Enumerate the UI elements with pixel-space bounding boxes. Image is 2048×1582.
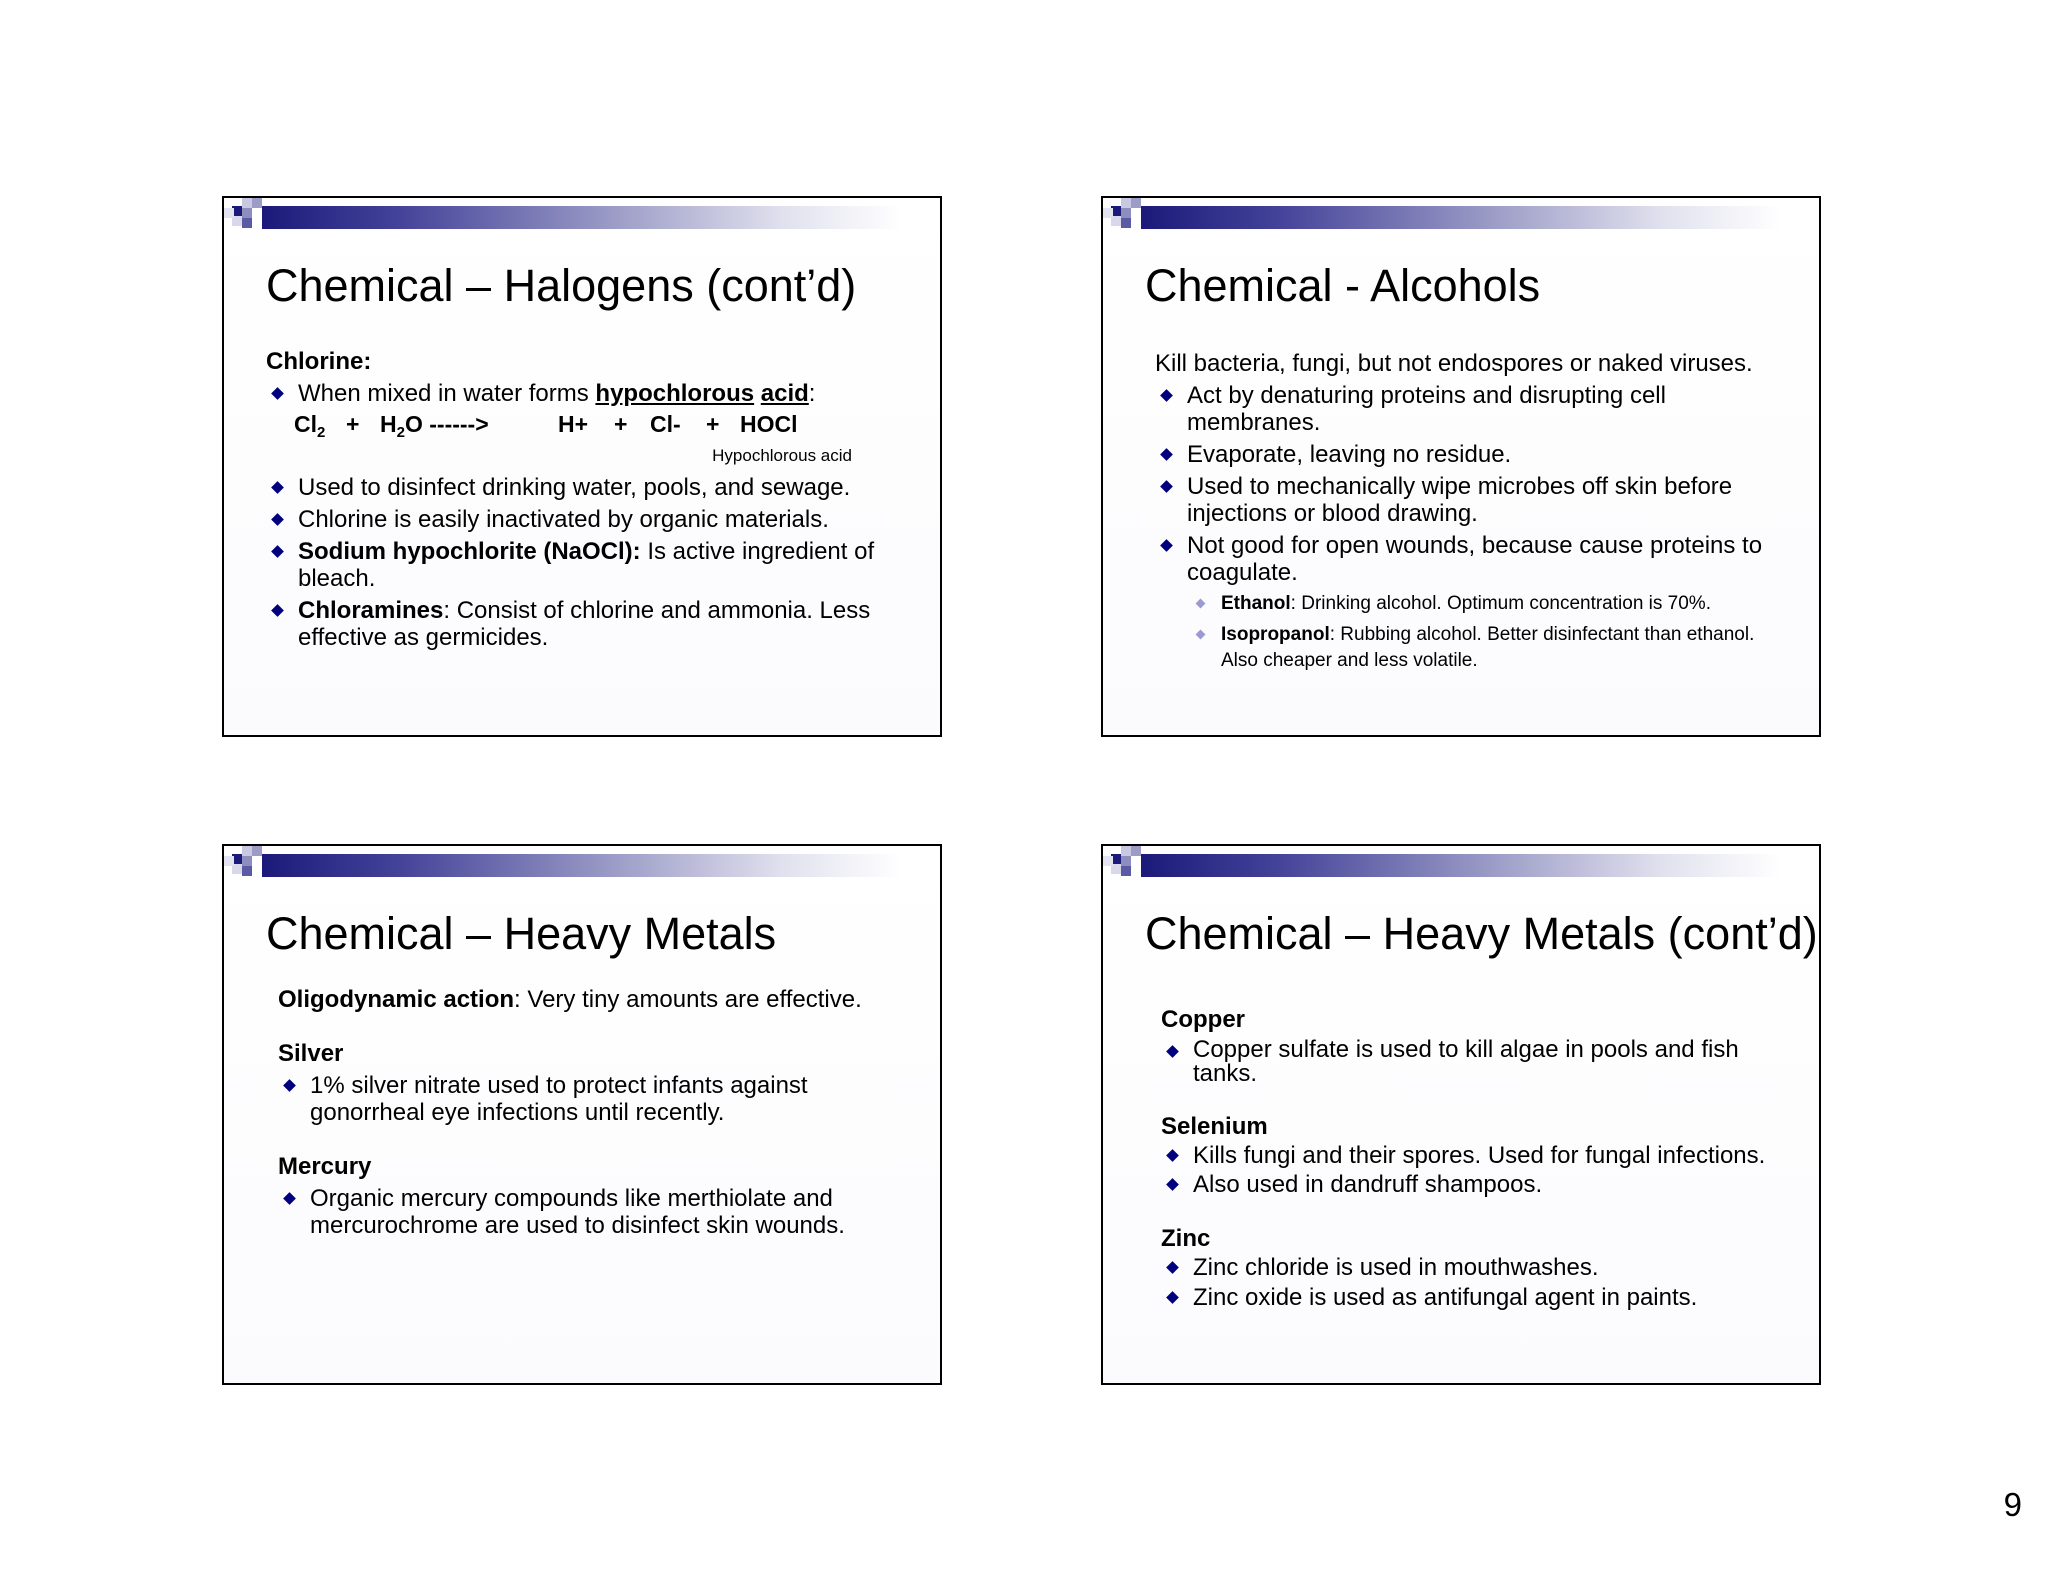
heading-mercury: Mercury [278, 1153, 372, 1180]
decor-square [1121, 866, 1131, 876]
slide-heavy-metals-contd [1101, 844, 1821, 1385]
heading-zinc: Zinc [1161, 1225, 1211, 1252]
slide-body [266, 346, 910, 651]
page-number: 9 [2003, 1486, 2022, 1523]
decor-square [252, 846, 262, 856]
slide-title: Chemical - Alcohols [1145, 260, 1541, 311]
heading-chlorine: Chlorine: [266, 348, 372, 375]
heading-silver: Silver [278, 1040, 344, 1067]
decor-square [1121, 856, 1131, 866]
bullet-item: Organic mercury compounds like merthiolate and mercurochrome are used to disinfect skin wounds. [278, 1185, 910, 1239]
decor-square [224, 856, 234, 866]
slide-title: Chemical – Halogens (cont’d) [266, 260, 857, 311]
slide-body [1161, 1004, 1789, 1311]
decor-square [252, 198, 262, 208]
bullet-item: Sodium hypochlorite (NaOCl): Is active ingredient of bleach. [266, 538, 910, 592]
equation-note: Hypochlorous acid [712, 446, 852, 465]
bullet-item: Evaporate, leaving no residue. [1155, 441, 1789, 468]
decor-square [1121, 208, 1131, 218]
decor-square [242, 856, 252, 866]
heading-selenium: Selenium [1161, 1113, 1268, 1140]
chemical-equation: $Cl_2$ + $H_2O$ ------> H+ + Cl- + HOCl [294, 411, 798, 441]
slide-title: Chemical – Heavy Metals [266, 908, 777, 959]
bullet-item: Chlorine is easily inactivated by organic materials. [266, 506, 910, 533]
bullet-item: Zinc chloride is used in mouthwashes. [1161, 1254, 1789, 1281]
bullet-item: Copper sulfate is used to kill algae in pools and fish tanks. [1161, 1038, 1789, 1086]
decor-square [1103, 208, 1113, 218]
title-gradient-bar [262, 854, 902, 877]
intro-text: Kill bacteria, fungi, but not endospores or naked viruses. [1155, 350, 1753, 377]
decor-square [242, 846, 252, 856]
bullet-item: Not good for open wounds, because cause proteins to coagulate. [1155, 532, 1789, 586]
decor-square [242, 218, 252, 228]
slide-heavy-metals [222, 844, 942, 1385]
decor-square [1121, 846, 1131, 856]
title-gradient-bar [262, 206, 902, 229]
slide-title: Chemical – Heavy Metals (cont’d) [1145, 908, 1818, 959]
decor-square [1121, 218, 1131, 228]
sub-bullet-item: Isopropanol: Rubbing alcohol. Better disinfectant than ethanol. Also cheaper and less volatile. [1195, 622, 1789, 674]
bullet-item: Act by denaturing proteins and disrupting cell membranes. [1155, 382, 1789, 436]
sub-bullet-item: Ethanol: Drinking alcohol. Optimum concentration is 70%. [1195, 591, 1789, 617]
bullet-item: Chloramines: Consist of chlorine and ammonia. Less effective as germicides. [266, 597, 910, 651]
bullet-item: 1% silver nitrate used to protect infants against gonorrheal eye infections until recently. [278, 1072, 910, 1126]
intro-text: Oligodynamic action: Very tiny amounts are effective. [278, 986, 862, 1013]
bullet-item: Used to disinfect drinking water, pools, and sewage. [266, 474, 910, 501]
heading-copper: Copper [1161, 1006, 1245, 1033]
decor-square [1131, 198, 1141, 208]
bullet-item: When mixed in water forms hypochlorous acid: [266, 380, 910, 407]
decor-square [242, 198, 252, 208]
bullet-item: Kills fungi and their spores. Used for fungal infections. [1161, 1142, 1789, 1169]
slide-body [278, 984, 910, 1239]
decor-square [1131, 846, 1141, 856]
slide-halogens [222, 196, 942, 737]
decor-square [242, 208, 252, 218]
slide-alcohols [1101, 196, 1821, 737]
bullet-item: Used to mechanically wipe microbes off skin before injections or blood drawing. [1155, 473, 1789, 527]
decor-square [1121, 198, 1131, 208]
decor-square [1103, 856, 1113, 866]
slide-body [1155, 348, 1789, 674]
title-gradient-bar [1141, 206, 1781, 229]
title-gradient-bar [1141, 854, 1781, 877]
decor-square [224, 208, 234, 218]
bullet-item: Zinc oxide is used as antifungal agent in paints. [1161, 1284, 1789, 1311]
bullet-item: Also used in dandruff shampoos. [1161, 1171, 1789, 1198]
decor-square [242, 866, 252, 876]
